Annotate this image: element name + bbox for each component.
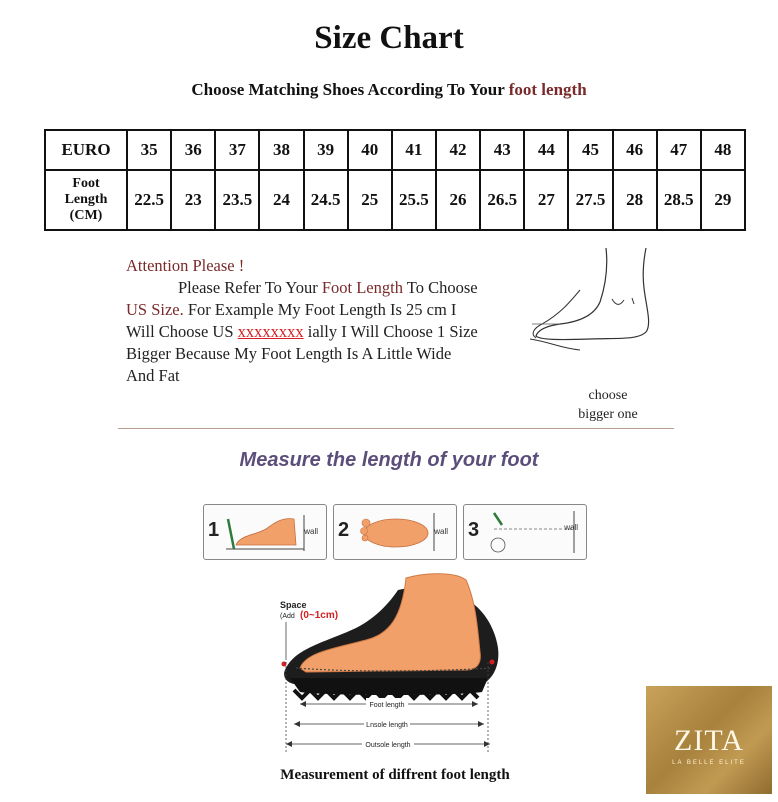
foot-length-emphasis: Foot Length	[321, 278, 403, 297]
logo-tagline: LA BELLE ELITE	[672, 760, 746, 766]
measure-heading: Measure the length of your foot	[239, 449, 539, 471]
logo-mark: ZITA	[674, 724, 744, 757]
length-cell: 22.5	[127, 170, 171, 230]
length-cell: 29	[701, 170, 745, 230]
step-1-panel	[203, 504, 327, 560]
euro-cell: 43	[480, 130, 524, 170]
outsole-length-label: Outsole length	[365, 742, 411, 749]
step-3-panel	[463, 504, 587, 560]
attention-heading: Attention Please !	[126, 256, 245, 275]
length-cell: 24	[259, 170, 303, 230]
euro-cell: 36	[171, 130, 215, 170]
foot-length-label: Foot length	[369, 702, 405, 709]
euro-cell: 38	[259, 130, 303, 170]
step-number: 3	[468, 519, 480, 541]
choose-note-line: bigger one	[578, 407, 638, 422]
subtitle-highlight: foot length	[508, 80, 587, 99]
us-size-emphasis: US Size.	[126, 300, 184, 319]
attention-line: Bigger Because My Foot Length Is A Little Wide	[126, 344, 452, 363]
attention-line: US Size. For Example My Foot Length Is 25 cm I	[126, 300, 457, 319]
brand-logo	[646, 686, 772, 794]
foot-length-header-line: Foot	[72, 176, 100, 191]
euro-cell: 45	[568, 130, 612, 170]
length-cell: 28.5	[657, 170, 701, 230]
euro-cell: 37	[215, 130, 259, 170]
foot-length-header-line: (CM)	[69, 208, 103, 223]
length-cell: 23	[171, 170, 215, 230]
foot-sketch-illustration	[520, 244, 660, 364]
section-divider	[118, 428, 674, 429]
ruler-icon	[464, 505, 586, 559]
space-label: Space	[280, 600, 307, 610]
space-add-label: (Add	[280, 613, 295, 620]
wall-label: wall	[304, 527, 318, 536]
euro-row	[45, 130, 745, 170]
attention-line: Will Choose US xxxxxxxx ially I Will Choose 1 Size	[126, 322, 478, 341]
attention-line: And Fat	[126, 366, 180, 385]
euro-cell: 42	[436, 130, 480, 170]
foot-length-header	[45, 170, 127, 230]
choose-bigger-note	[562, 386, 654, 424]
measure-steps	[203, 504, 587, 560]
length-cell: 27.5	[568, 170, 612, 230]
shoe-measurement-diagram	[266, 572, 516, 762]
attention-line: Please Refer To Your Foot Length To Choose	[178, 278, 478, 297]
foot-length-header-line: Length	[64, 192, 108, 207]
page-title: Size Chart	[314, 20, 464, 56]
length-cell: 24.5	[304, 170, 348, 230]
foot-length-row	[45, 170, 745, 230]
euro-cell: 46	[613, 130, 657, 170]
length-cell: 28	[613, 170, 657, 230]
euro-cell: 44	[524, 130, 568, 170]
space-value-label: (0~1cm)	[300, 610, 339, 621]
euro-header: EURO	[45, 130, 127, 170]
wall-label: wall	[434, 527, 448, 536]
wall-label: wall	[564, 523, 578, 532]
subtitle-text: Choose Matching Shoes According To Your	[191, 80, 509, 99]
step-number: 1	[208, 519, 220, 541]
redacted-text: xxxxxxxx	[237, 322, 304, 341]
step-number: 2	[338, 519, 350, 541]
euro-cell: 35	[127, 130, 171, 170]
euro-cell: 48	[701, 130, 745, 170]
step-2-panel	[333, 504, 457, 560]
length-cell: 26	[436, 170, 480, 230]
euro-cell: 41	[392, 130, 436, 170]
choose-note-line: choose	[588, 388, 628, 403]
attention-note	[126, 255, 534, 387]
length-cell: 27	[524, 170, 568, 230]
length-cell: 23.5	[215, 170, 259, 230]
subtitle	[0, 80, 778, 100]
euro-cell: 40	[348, 130, 392, 170]
length-cell: 26.5	[480, 170, 524, 230]
euro-cell: 39	[304, 130, 348, 170]
length-cell: 25.5	[392, 170, 436, 230]
size-table	[44, 129, 746, 231]
insole-length-label: Lnsole length	[366, 722, 408, 729]
euro-cell: 47	[657, 130, 701, 170]
length-cell: 25	[348, 170, 392, 230]
diagram-caption: Measurement of diffrent foot length	[280, 767, 510, 783]
